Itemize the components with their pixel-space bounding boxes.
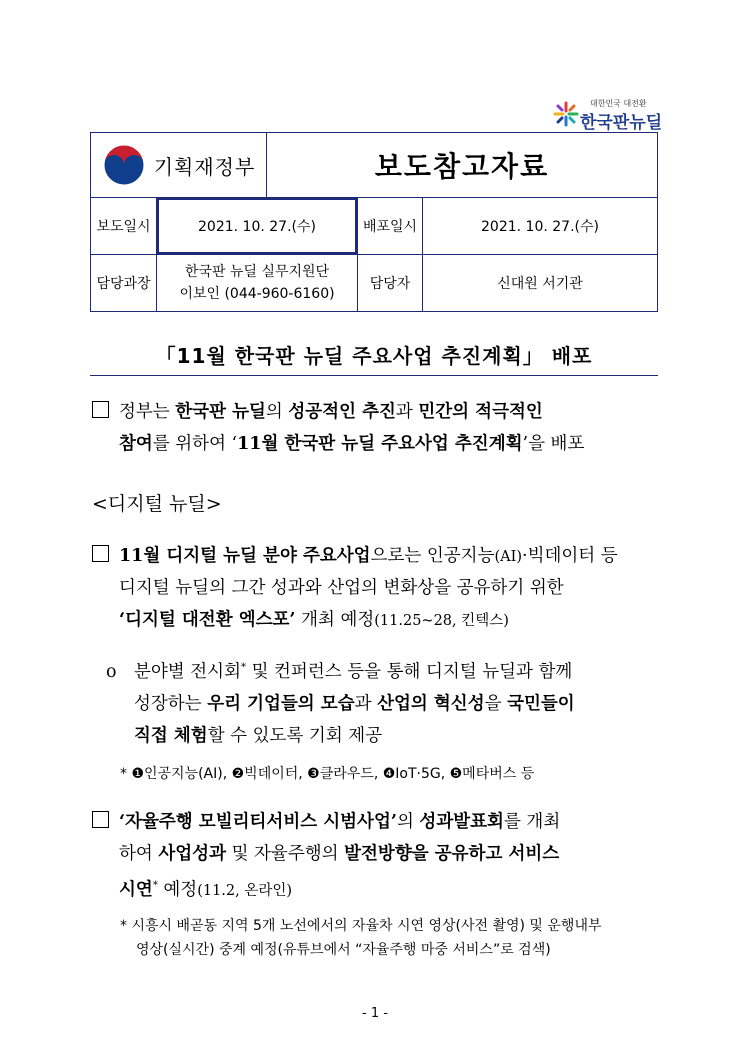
- logo-slogan: 대한민국 대전환: [590, 99, 647, 108]
- press-date: 2021. 10. 27.(수): [157, 198, 357, 254]
- dept-label: 담당과장: [96, 276, 151, 292]
- dept-head-phone: 이보인 (044-960-6160): [179, 286, 335, 302]
- digital-footnote: * ❶인공지능(AI), ❷빅데이터, ❸클라우드, ❹IoT·5G, ❺메타버스 등: [120, 766, 535, 782]
- dept-name: 한국판 뉴딜 실무지원단: [184, 264, 330, 280]
- section-heading-digital: <디지털 뉴딜>: [92, 493, 222, 515]
- document-title: 「11월 한국판 뉴딜 주요사업 추진계획」 배포: [155, 344, 593, 368]
- doc-type-title: 보도참고자료: [374, 150, 550, 183]
- korean-new-deal-logo: [552, 98, 662, 134]
- intro-paragraph: 정부는 한국판 뉴딜의 성공적인 추진과 민간의 적극적인 참여를 위하여 ‘11월 한국판 뉴딜 주요사업 추진계획’을 배포: [92, 396, 584, 460]
- page-number: - 1 -: [362, 1006, 388, 1021]
- checkbox-bullet-icon: [92, 401, 109, 418]
- autonomous-footnote: * 시흥시 배곧동 지역 5개 노선에서의 자율차 시연 영상(사전 촬영) 및 운행내부 영상(실시간) 중계 예정(유튜브에서 “자율주행 마중 서비스”로 검색): [120, 918, 602, 958]
- digital-sub-paragraph: o 분야별 전시회* 및 컨퍼런스 등을 통해 디지털 뉴딜과 함께 성장하는 우리 기업들의 모습과 산업의 혁신성을 국민들이 직접 체험할 수 있도록 기회 제공: [106, 652, 575, 752]
- ministry-logo: [91, 133, 266, 197]
- release-date-label: 배포일시: [362, 219, 418, 235]
- circle-bullet: o: [106, 661, 117, 682]
- digital-paragraph: 11월 디지털 뉴딜 분야 주요사업으로는 인공지능(AI)·빅데이터 등 디지털 뉴딜의 그간 성과와 산업의 변화상을 공유하기 위한 ‘디지털 대전환 엑스포’ 개최 예정(11.25~28, 킨텍스): [92, 540, 618, 636]
- release-date: 2021. 10. 27.(수): [481, 219, 599, 235]
- press-date-label: 보도일시: [96, 219, 151, 235]
- ministry-name: 기획재정부: [153, 154, 256, 179]
- doc-type: [267, 133, 657, 197]
- press-header-table: [90, 132, 658, 312]
- taegeuk-emblem-icon: [102, 143, 146, 187]
- title-divider: [90, 375, 658, 376]
- checkbox-bullet-icon: [92, 811, 109, 828]
- contact-name: 신대원 서기관: [497, 276, 583, 292]
- contact-label: 담당자: [369, 276, 411, 292]
- autonomous-paragraph: ‘자율주행 모빌리티서비스 시범사업’의 성과발표회를 개최 하여 사업성과 및 자율주행의 발전방향을 공유하고 서비스 시연* 예정(11.2, 온라인): [92, 806, 560, 906]
- checkbox-bullet-icon: [92, 545, 109, 562]
- dept-info: [157, 255, 357, 311]
- new-deal-star-icon: [552, 100, 580, 128]
- logo-title: 한국판뉴딜: [580, 113, 663, 133]
